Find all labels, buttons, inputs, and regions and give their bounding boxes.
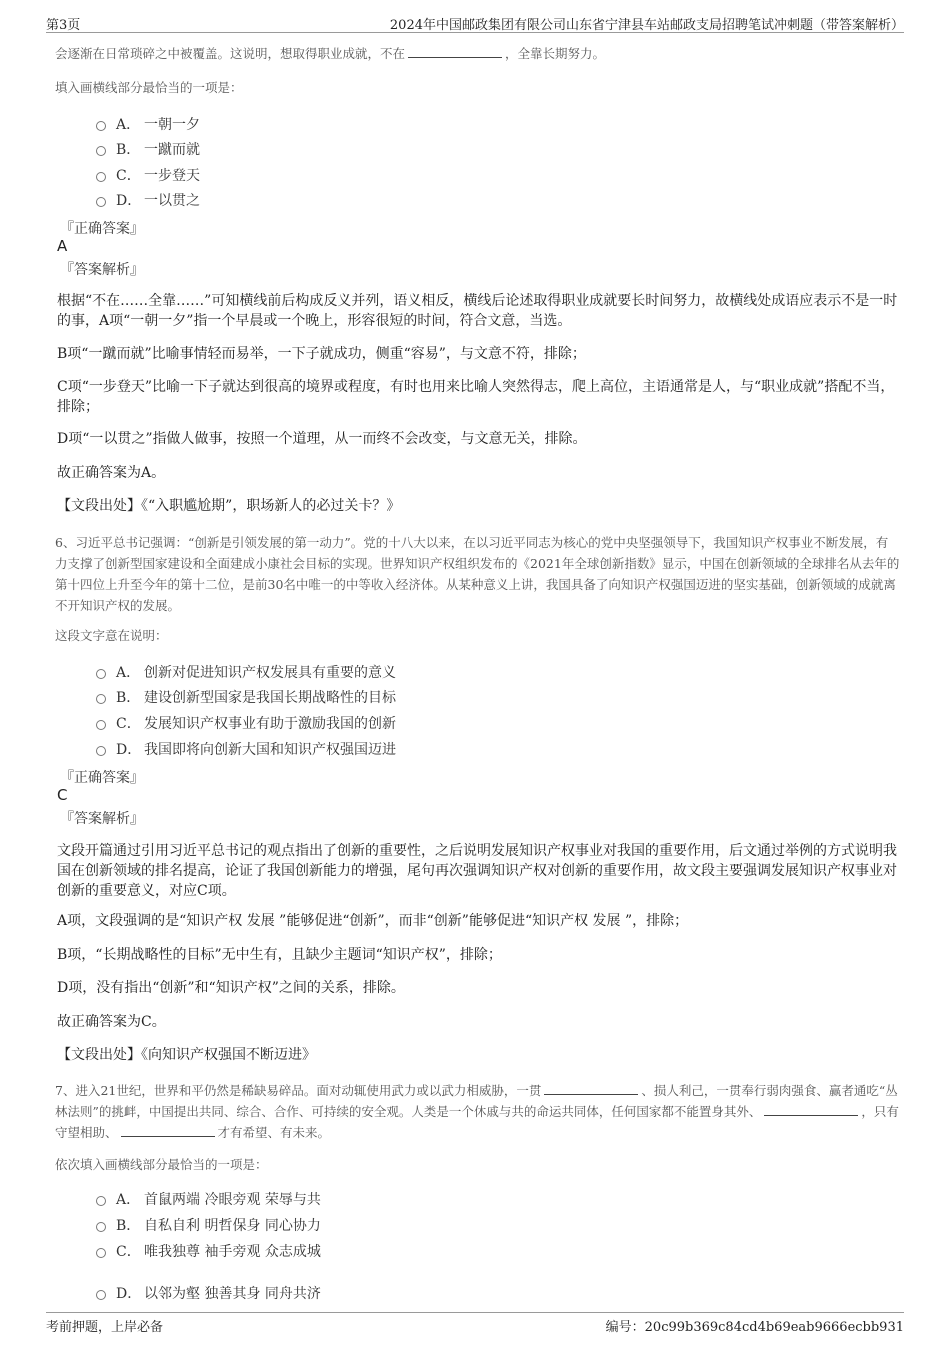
q6-correct-label: 『正确答案』 bbox=[60, 770, 144, 786]
page-header bbox=[46, 12, 904, 33]
q6-analysis-label: 『答案解析』 bbox=[60, 811, 144, 827]
radio-icon[interactable] bbox=[96, 1248, 106, 1258]
q7-blank-2 bbox=[764, 1101, 858, 1116]
radio-icon[interactable] bbox=[96, 1222, 106, 1232]
q7-option-a[interactable]: A． 首鼠两端 冷眼旁观 荣辱与共 bbox=[96, 1188, 321, 1210]
q6-stem: 6、习近平总书记强调：“创新是引领发展的第一动力”。党的十八大以来，在以习近平同志为核心的党中央坚强领导下，我国知识产权事业不断发展，有力支撑了创新型国家建设和全面建成小康社会目标的实现。世界知识产权组织发布的《2021年全球创新指数》显示，中国在创新领域的全球排名从去年的第十四位上升至今年的第十二位，是前30名中唯一的中等收入经济体。从某种意义上讲，我国具备了向知识产权强国迈进的坚实基础，创新领域的成就离不开知识产权的发展。 bbox=[55, 535, 900, 613]
radio-icon[interactable] bbox=[96, 1196, 106, 1206]
q6-source: 【文段出处】《向知识产权强国不断迈进》 bbox=[57, 1047, 316, 1063]
q6-analysis-para: B项，“长期战略性的目标”无中生有，且缺少主题词“知识产权”，排除； bbox=[57, 947, 502, 963]
q6-correct-answer: C bbox=[57, 786, 68, 804]
q5-option-a[interactable]: A． 一朝一夕 bbox=[96, 113, 200, 135]
q6-prompt: 这段文字意在说明： bbox=[55, 628, 168, 643]
q5-analysis-para: 根据“不在……全靠……”可知横线前后构成反义并列，语义相反，横线后论述取得职业成就要长时间努力，故横线处成语应表示不是一时的事，A项“一朝一夕”指一个早晨或一个晚上，形容很短的时间，符合文意，当选。 bbox=[57, 293, 898, 329]
radio-icon[interactable] bbox=[96, 720, 106, 730]
q7-option-d[interactable]: D． 以邻为壑 独善其身 同舟共济 bbox=[96, 1282, 321, 1304]
q5-analysis-label: 『答案解析』 bbox=[60, 262, 144, 278]
q6-option-d[interactable]: D． 我国即将向创新大国和知识产权强国迈进 bbox=[96, 738, 396, 760]
q5-correct-answer: A bbox=[57, 237, 68, 255]
page-footer bbox=[46, 1312, 904, 1335]
q5-option-c[interactable]: C． 一步登天 bbox=[96, 164, 200, 186]
q5-stem-part-a: 会逐渐在日常琐碎之中被覆盖。这说明，想取得职业成就，不在 bbox=[55, 46, 406, 61]
q5-option-d[interactable]: D． 一以贯之 bbox=[96, 189, 200, 211]
footer-slogan: 考前押题，上岸必备 bbox=[46, 1320, 164, 1335]
q6-analysis-para: D项，没有指出“创新”和“知识产权”之间的关系，排除。 bbox=[57, 980, 405, 996]
radio-icon[interactable] bbox=[96, 669, 106, 679]
document-id: 编号：20c99b369c84cd4b69eab9666ecbb931 bbox=[605, 1320, 904, 1335]
q7-option-b[interactable]: B． 自私自利 明哲保身 同心协力 bbox=[96, 1214, 321, 1236]
q5-correct-label: 『正确答案』 bbox=[60, 221, 144, 237]
q7-option-c[interactable]: C． 唯我独尊 袖手旁观 众志成城 bbox=[96, 1240, 321, 1262]
radio-icon[interactable] bbox=[96, 1290, 106, 1300]
q7-prompt: 依次填入画横线部分最恰当的一项是： bbox=[55, 1157, 268, 1172]
q7-blank-3 bbox=[121, 1122, 215, 1137]
radio-icon[interactable] bbox=[96, 146, 106, 156]
radio-icon[interactable] bbox=[96, 197, 106, 207]
q6-option-b[interactable]: B． 建设创新型国家是我国长期战略性的目标 bbox=[96, 686, 396, 708]
q5-analysis-para: D项“一以贯之”指做人做事，按照一个道理，从一而终不会改变，与文意无关，排除。 bbox=[57, 431, 587, 447]
q7-blank-1 bbox=[544, 1080, 638, 1095]
q5-stem-part-b: ，全靠长期努力。 bbox=[505, 46, 606, 61]
q6-analysis-para: 文段开篇通过引用习近平总书记的观点指出了创新的重要性，之后说明发展知识产权事业对我国的重要作用，后文通过举例的方式说明我国在创新领域的排名提高，论证了我国创新能力的增强，尾句再次强调知识产权对创新的重要作用，故文段主要强调发展知识产权事业对创新的重要意义，对应C项。 bbox=[57, 843, 897, 899]
q5-analysis-para: B项“一蹴而就”比喻事情轻而易举，一下子就成功，侧重“容易”，与文意不符，排除； bbox=[57, 346, 586, 362]
radio-icon[interactable] bbox=[96, 121, 106, 131]
q6-analysis-para: 故正确答案为C。 bbox=[57, 1014, 166, 1030]
q5-source: 【文段出处】《“入职尴尬期”，职场新人的必过关卡？》 bbox=[57, 498, 401, 514]
q5-analysis-para: C项“一步登天”比喻一下子就达到很高的境界或程度，有时也用来比喻人突然得志，爬上高位，主语通常是人，与“职业成就”搭配不当，排除； bbox=[57, 379, 895, 415]
q5-stem bbox=[55, 43, 900, 64]
q6-option-c[interactable]: C． 发展知识产权事业有助于激励我国的创新 bbox=[96, 712, 396, 734]
q5-blank bbox=[408, 43, 502, 58]
radio-icon[interactable] bbox=[96, 746, 106, 756]
q6-analysis-para: A项，文段强调的是“知识产权 发展 ”能够促进“创新”，而非“创新”能够促进“知识产权 发展 ”，排除； bbox=[57, 913, 689, 929]
q5-option-b[interactable]: B． 一蹴而就 bbox=[96, 138, 200, 160]
q6-option-a[interactable]: A． 创新对促进知识产权发展具有重要的意义 bbox=[96, 661, 396, 683]
q5-analysis-para: 故正确答案为A。 bbox=[57, 465, 166, 481]
radio-icon[interactable] bbox=[96, 172, 106, 182]
q5-prompt: 填入画横线部分最恰当的一项是： bbox=[55, 80, 243, 95]
document-title: 2024年中国邮政集团有限公司山东省宁津县车站邮政支局招聘笔试冲刺题（带答案解析） bbox=[389, 18, 904, 33]
page-number: 第3页 bbox=[46, 18, 81, 33]
q7-stem: 7、进入21世纪，世界和平仍然是稀缺易碎品。面对动辄使用武力或以武力相威胁，一贯 、损人利己，一贯奉行弱肉强食、赢者通吃“丛林法则”的挑衅，中国提出共同、综合、合作、可持续的安全观。人类是一个休戚与共的命运共同体，任何国家都不能置身其外、 ，只有守望相助、 才有希望、有未来。 bbox=[55, 1080, 900, 1143]
radio-icon[interactable] bbox=[96, 694, 106, 704]
